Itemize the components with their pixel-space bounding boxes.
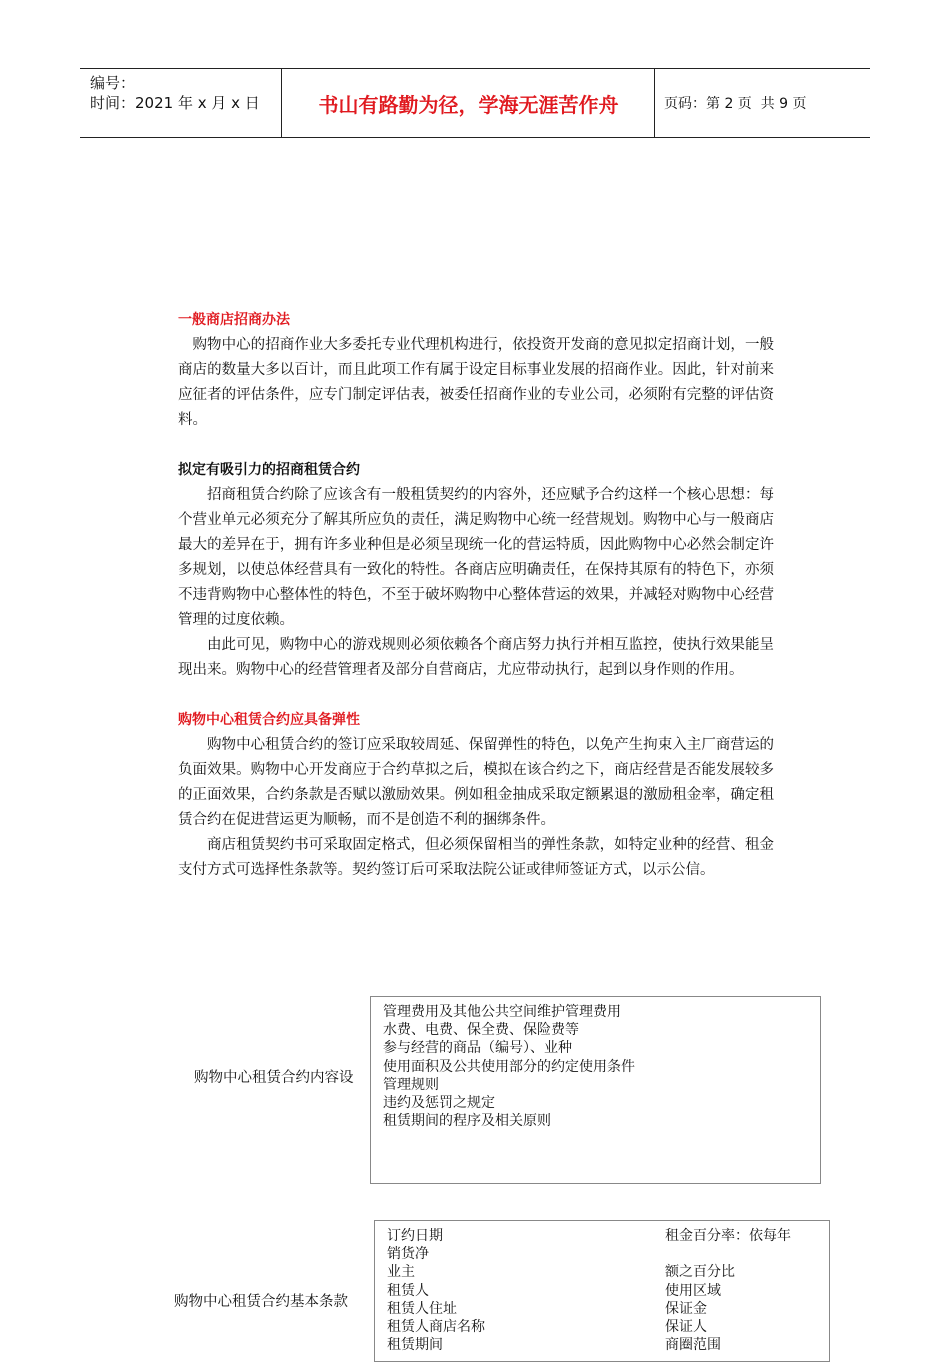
header-meta [90,73,260,113]
terms-right-column [665,1227,791,1354]
paragraph: 购物中心的招商作业大多委托专业代理机构进行，依投资开发商的意见拟定招商计划，一般商店的数量大多以百计，而且此项工作有属于设定目标事业发展的招商作业。因此，针对前来应征者的评估条件，应专门制定评估表，被委任招商作业的专业公司，必须附有完整的评估资料。 [178,337,774,428]
list-item: 租赁期间的程序及相关原则 [383,1113,551,1130]
list-item: 业主 [387,1264,415,1281]
content-box [370,996,821,1184]
list-item: 租金百分率：依每年 [665,1228,791,1244]
time-label: 时间：2021 年 x 月 x 日 [90,94,260,112]
number-label: 编号： [90,74,136,92]
header-divider [654,69,655,137]
list-item: 租赁人 [387,1282,429,1299]
list-item: 租赁期间 [387,1337,443,1354]
list-item: 参与经营的商品（编号）、业种 [383,1040,572,1057]
paragraph: 由此可见，购物中心的游戏规则必须依赖各个商店努力执行并相互监控，使执行效果能呈现出来。购物中心的经营管理者及部分自营商店，尤应带动执行，起到以身作则的作用。 [178,637,774,678]
list-item: 保证金 [665,1300,707,1317]
list-item: 订约日期 [387,1228,443,1244]
paragraph: 招商租赁合约除了应该含有一般租赁契约的内容外，还应赋予合约这样一个核心思想：每个营业单元必须充分了解其所应负的责任，满足购物中心统一经营规划。购物中心与一般商店最大的差异在于，拥有许多业种但是必须呈现统一化的营运特质，因此购物中心必然会制定许多规划，以使总体经营具有一致化的特性。各商店应明确责任，在保持其原有的特色下，亦须不违背购物中心整体性的特色，不至于破坏购物中心整体营运的效果，并减轻对购物中心经营管理的过度依赖。 [178,487,774,628]
list-item: 租赁人商店名称 [387,1319,485,1336]
table-label: 购物中心租赁合约基本条款 [174,1294,348,1310]
item-list [383,1003,635,1130]
list-item [665,1245,791,1263]
header-motto: 书山有路勤为径，学海无涯苦作舟 [318,92,619,117]
list-item: 违约及惩罚之规定 [383,1095,495,1112]
section-heading: 拟定有吸引力的招商租赁合约 [178,462,360,478]
list-item: 水费、电费、保全费、保险费等 [383,1022,579,1039]
terms-left-column [387,1227,485,1354]
list-item: 使用区域 [665,1282,721,1299]
page-info: 页码：第 2 页 共 9 页 [664,96,807,112]
list-item: 管理规则 [383,1076,439,1093]
section-heading: 购物中心租赁合约应具备弹性 [178,712,360,728]
section-heading: 一般商店招商办法 [178,312,290,328]
paragraph: 商店租赁契约书可采取固定格式，但必须保留相当的弹性条款，如特定业种的经营、租金支付方式可选择性条款等。契约签订后可采取法院公证或律师签证方式，以示公信。 [178,837,774,878]
list-item: 额之百分比 [665,1264,735,1281]
document-body [178,308,774,883]
terms-box [374,1220,830,1362]
list-item: 商圈范围 [665,1337,721,1354]
list-item: 管理费用及其他公共空间维护管理费用 [383,1004,621,1020]
document-header [80,68,870,138]
list-item: 销货净 [387,1246,429,1263]
list-item: 保证人 [665,1319,707,1336]
table-label: 购物中心租赁合约内容设 [194,1070,354,1086]
list-item: 租赁人住址 [387,1300,457,1317]
paragraph: 购物中心租赁合约的签订应采取较周延、保留弹性的特色，以免产生拘束入主厂商营运的负面效果。购物中心开发商应于合约草拟之后，模拟在该合约之下，商店经营是否能发展较多的正面效果，合约条款是否赋以激励效果。例如租金抽成采取定额累退的激励租金率，确定租赁合约在促进营运更为顺畅，而不是创造不利的捆绑条件。 [178,737,774,828]
list-item: 使用面积及公共使用部分的约定使用条件 [383,1058,635,1075]
